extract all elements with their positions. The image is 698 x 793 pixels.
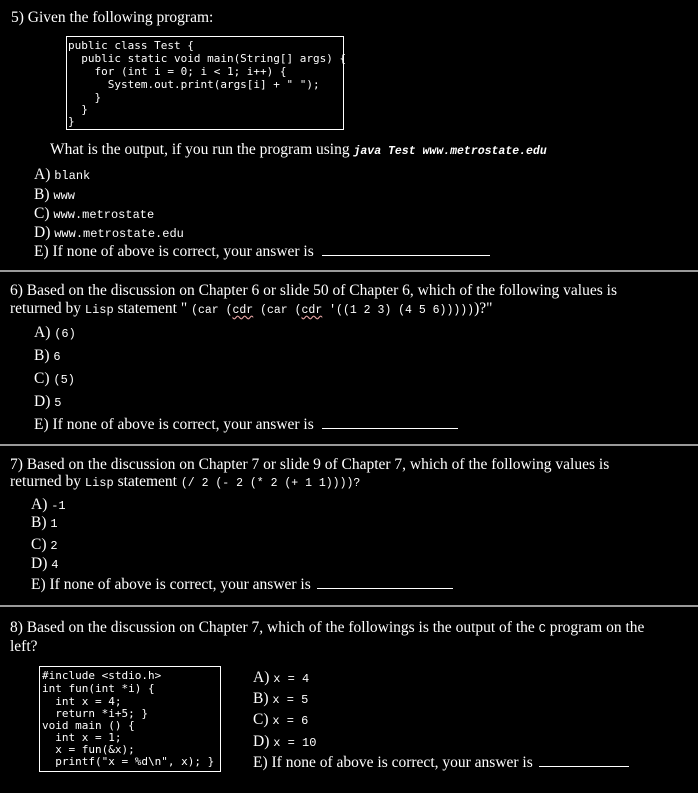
q5-title: 5) Given the following program: [11, 9, 214, 26]
option-letter: A) [31, 496, 48, 513]
q5-prompt-command: java Test www.metrostate.edu [353, 145, 547, 158]
option-text: If none of above is correct, your answer is [52, 243, 314, 260]
option-letter: C) [34, 205, 50, 222]
q8-code-line: int x = 4; [42, 695, 122, 708]
separator [0, 444, 698, 446]
q5-prompt-text: What is the output, if you run the program using [50, 141, 350, 158]
option-text: 1 [50, 517, 58, 531]
q6-line2 [10, 300, 492, 318]
option-letter: C) [253, 711, 269, 728]
q8-line1 [10, 619, 644, 637]
option-text: www.metrostate [53, 208, 155, 222]
q7-text: returned by [10, 473, 82, 490]
option-letter: E) [34, 416, 49, 433]
option-text: www.metrostate.edu [54, 227, 184, 241]
option-letter: B) [34, 186, 50, 203]
q6-text: returned by [10, 300, 82, 317]
q6-option-b[interactable] [34, 347, 61, 365]
option-text: blank [54, 169, 91, 183]
q5-code-line: for (int i = 0; i < 1; i++) { [68, 65, 287, 78]
option-letter: B) [253, 690, 269, 707]
q6-expr-part: (car ( [253, 304, 302, 317]
q8-option-d[interactable] [253, 733, 316, 751]
q7-text: statement [117, 473, 177, 490]
q5-code-line: System.out.print(args[i] + " "); [68, 78, 320, 91]
option-text: www [53, 189, 75, 203]
q8-text: program on the [549, 619, 645, 636]
q7-option-a[interactable] [31, 496, 66, 514]
q6-option-e[interactable] [34, 416, 458, 434]
q6-expr-part: '((1 2 3) (4 5 6))))) [322, 304, 475, 317]
option-text: x = 4 [273, 672, 310, 686]
option-text: x = 6 [272, 714, 309, 728]
q6-expression [191, 304, 474, 317]
option-text: 6 [53, 350, 61, 364]
option-text: 4 [51, 558, 59, 572]
answer-blank[interactable] [322, 427, 458, 429]
q8-code-line: int fun(int *i) { [42, 682, 155, 695]
option-letter: E) [34, 243, 49, 260]
option-text: If none of above is correct, your answer is [52, 416, 314, 433]
q8-option-a[interactable] [253, 669, 309, 687]
q7-lisp: Lisp [84, 476, 114, 490]
q8-code-line: int x = 1; [42, 731, 122, 744]
q7-line2 [10, 473, 360, 491]
q6-option-c[interactable] [34, 370, 75, 388]
q6-lisp: Lisp [84, 303, 114, 317]
q5-code-line: } [68, 91, 102, 104]
q5-option-d[interactable] [34, 224, 184, 242]
q7-option-e[interactable] [31, 576, 453, 594]
option-text: 2 [50, 539, 58, 553]
answer-blank[interactable] [322, 254, 490, 256]
q8-option-c[interactable] [253, 711, 308, 729]
q6-expr-cdr: cdr [301, 304, 323, 317]
option-letter: B) [34, 347, 50, 364]
option-letter: A) [253, 669, 270, 686]
option-letter: C) [34, 370, 50, 387]
q5-prompt [50, 141, 547, 159]
q5-code-line: } [68, 103, 88, 116]
option-text: x = 5 [272, 693, 309, 707]
option-text: -1 [51, 499, 66, 513]
q5-option-e[interactable] [34, 243, 490, 261]
q7-line1: 7) Based on the discussion on Chapter 7 or slide 9 of Chapter 7, which of the following values is [10, 456, 610, 473]
option-letter: A) [34, 324, 51, 341]
q7-option-b[interactable] [31, 514, 58, 532]
option-letter: D) [253, 733, 270, 750]
q7-option-c[interactable] [31, 536, 58, 554]
option-text: 5 [54, 396, 62, 410]
q8-code-line: void main () { [42, 719, 135, 732]
option-letter: D) [34, 224, 51, 241]
q6-line1: 6) Based on the discussion on Chapter 6 or slide 50 of Chapter 6, which of the following values is [10, 282, 617, 299]
q5-option-c[interactable] [34, 205, 154, 223]
q6-text: statement " [117, 300, 188, 317]
q8-c-language: C [538, 622, 546, 636]
q8-code-box [39, 666, 221, 772]
q6-text: )?" [474, 300, 493, 317]
q5-option-a[interactable] [34, 166, 90, 184]
q7-expression: (/ 2 (- 2 (* 2 (+ 1 1))))? [180, 477, 361, 490]
q8-code-line: printf("x = %d\n", x); } [42, 755, 215, 768]
q8-text: 8) Based on the discussion on Chapter 7, which of the followings is the output of the [10, 619, 535, 636]
q5-option-b[interactable] [34, 186, 75, 204]
q5-code-line: public class Test { [68, 39, 194, 52]
option-letter: B) [31, 514, 47, 531]
q8-code-line: x = fun(&x); [42, 743, 135, 756]
option-text: If none of above is correct, your answer is [271, 754, 533, 771]
option-letter: C) [31, 536, 47, 553]
separator [0, 605, 698, 607]
answer-blank[interactable] [317, 587, 453, 589]
q8-line2: left? [10, 638, 38, 655]
separator [0, 270, 698, 272]
q5-code-line: public static void main(String[] args) { [68, 52, 347, 65]
option-text: x = 10 [273, 736, 317, 750]
q8-code-line: return *i+5; } [42, 707, 148, 720]
option-text: (5) [53, 373, 75, 387]
q8-option-b[interactable] [253, 690, 308, 708]
option-letter: E) [31, 576, 46, 593]
q6-expr-cdr: cdr [232, 304, 254, 317]
option-letter: D) [31, 555, 48, 572]
option-letter: A) [34, 166, 51, 183]
q6-option-d[interactable] [34, 393, 61, 411]
option-letter: D) [34, 393, 51, 410]
q6-expr-part: (car ( [191, 304, 233, 317]
q8-code-line: #include <stdio.h> [42, 669, 162, 682]
q5-code-line: } [68, 115, 75, 128]
q8-option-e[interactable] [253, 754, 629, 772]
option-text: If none of above is correct, your answer is [49, 576, 311, 593]
option-text: (6) [54, 327, 76, 341]
q6-option-a[interactable] [34, 324, 76, 342]
q5-code-box [66, 36, 347, 130]
answer-blank[interactable] [539, 765, 629, 767]
q7-option-d[interactable] [31, 555, 58, 573]
option-letter: E) [253, 754, 268, 771]
